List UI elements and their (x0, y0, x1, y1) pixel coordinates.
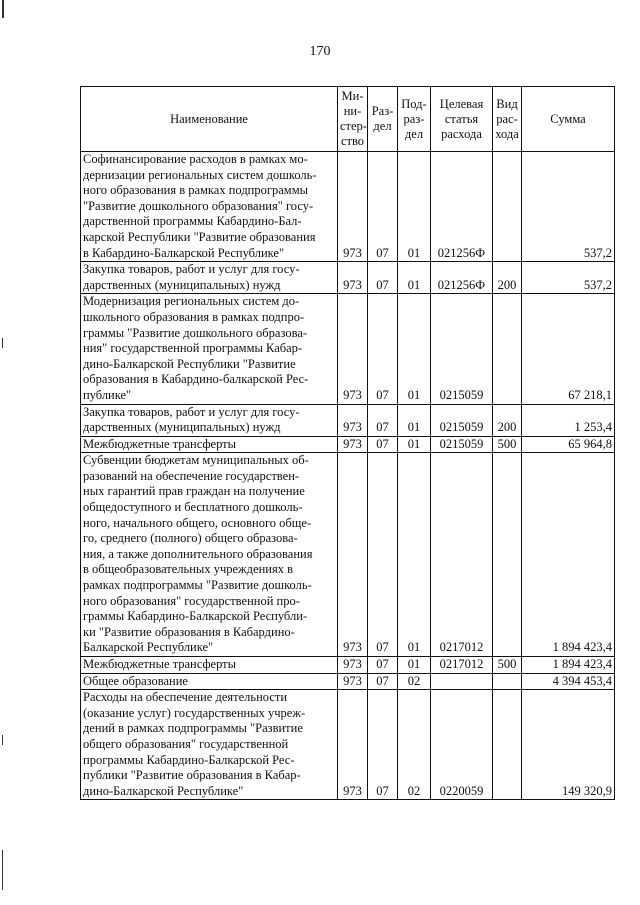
row-ministry: 973 (338, 657, 368, 674)
row-section: 07 (368, 152, 398, 262)
row-type (493, 152, 522, 262)
row-subsection: 01 (398, 404, 431, 436)
row-section: 07 (368, 262, 398, 294)
header-sum: Сумма (522, 87, 615, 152)
table-header (81, 87, 615, 152)
row-subsection: 01 (398, 294, 431, 404)
table-row (81, 436, 615, 453)
row-name: Модернизация региональных систем до- школьного образования в рамках подпро- граммы "Развитие дошкольного образова- ния" государственной программы Кабар- дино-Балкарской Республики "Развитие образования в Кабардино-балкарской Рес- публике" (81, 294, 338, 404)
row-name: Закупка товаров, работ и услуг для госу- дарственных (муниципальных) нужд (81, 404, 338, 436)
table-row (81, 453, 615, 657)
row-type: 200 (493, 262, 522, 294)
row-sum: 1 894 423,4 (522, 453, 615, 657)
row-sum: 67 218,1 (522, 294, 615, 404)
row-sum: 65 964,8 (522, 436, 615, 453)
row-ministry: 973 (338, 294, 368, 404)
row-section: 07 (368, 294, 398, 404)
table-row (81, 690, 615, 800)
table-row (81, 152, 615, 262)
row-type: 500 (493, 657, 522, 674)
header-type: Вид рас- хода (493, 87, 522, 152)
row-name: Субвенции бюджетам муниципальных об- разований на обеспечение государствен- ных гарантий прав граждан на получение общедоступного и бесплатного дошколь- ного, начального общего, основного обще- го, среднего (полного) общего образова- ния, а также дополнительного образования в общеобразовательных учреждениях в рамках подпрограммы "Развитие дошколь- ного образования" государственной про- граммы Кабардино-Балкарской Республи- ки "Развитие образования в Кабардино- Балкарской Республике" (81, 453, 338, 657)
table-row (81, 262, 615, 294)
row-ministry: 973 (338, 404, 368, 436)
row-target: 0217012 (431, 657, 493, 674)
row-sum: 149 320,9 (522, 690, 615, 800)
row-ministry: 973 (338, 453, 368, 657)
row-section: 07 (368, 436, 398, 453)
row-sum: 537,2 (522, 262, 615, 294)
row-subsection: 02 (398, 673, 431, 690)
header-section: Раз- дел (368, 87, 398, 152)
row-subsection: 01 (398, 453, 431, 657)
row-type (493, 690, 522, 800)
table-row (81, 673, 615, 690)
row-name: Общее образование (81, 673, 338, 690)
row-section: 07 (368, 690, 398, 800)
row-ministry: 973 (338, 262, 368, 294)
row-section: 07 (368, 453, 398, 657)
row-type (493, 294, 522, 404)
row-name: Межбюджетные трансферты (81, 436, 338, 453)
header-ministry: Ми- ни- стер- ство (338, 87, 368, 152)
row-target: 0217012 (431, 453, 493, 657)
row-subsection: 01 (398, 152, 431, 262)
row-subsection: 02 (398, 690, 431, 800)
row-target: 021256Ф (431, 152, 493, 262)
row-name: Софинансирование расходов в рамках мо- дернизации региональных систем дошколь- ного образования в рамках подпрограммы "Развитие дошкольного образования" госу- дарственной программы Кабардино-Бал- карской Республики "Развитие образования в Кабардино-Балкарской Республике" (81, 152, 338, 262)
margin-mark (2, 735, 3, 745)
header-target: Целевая статья расхода (431, 87, 493, 152)
row-section: 07 (368, 657, 398, 674)
row-ministry: 973 (338, 690, 368, 800)
margin-mark (2, 338, 3, 348)
row-sum: 4 394 453,4 (522, 673, 615, 690)
row-sum: 1 894 423,4 (522, 657, 615, 674)
table-row (81, 657, 615, 674)
row-ministry: 973 (338, 436, 368, 453)
margin-mark (2, 850, 3, 890)
budget-table (80, 86, 615, 800)
row-section: 07 (368, 404, 398, 436)
header-subsection: Под- раз- дел (398, 87, 431, 152)
row-type: 500 (493, 436, 522, 453)
row-name: Закупка товаров, работ и услуг для госу- дарственных (муниципальных) нужд (81, 262, 338, 294)
page-number: 170 (309, 44, 331, 59)
row-target (431, 673, 493, 690)
row-target: 0220059 (431, 690, 493, 800)
row-sum: 1 253,4 (522, 404, 615, 436)
row-type (493, 453, 522, 657)
row-ministry: 973 (338, 673, 368, 690)
row-type (493, 673, 522, 690)
table-row (81, 404, 615, 436)
row-target: 0215059 (431, 294, 493, 404)
row-type: 200 (493, 404, 522, 436)
header-name: Наименование (81, 87, 338, 152)
row-target: 0215059 (431, 436, 493, 453)
row-target: 021256Ф (431, 262, 493, 294)
margin-mark (2, 0, 4, 18)
row-target: 0215059 (431, 404, 493, 436)
row-name: Расходы на обеспечение деятельности (оказание услуг) государственных учреж- дений в рамках подпрограммы "Развитие общего образования" государственной программы Кабардино-Балкарской Рес- публики "Развитие образования в Кабар- дино-Балкарской Республике" (81, 690, 338, 800)
row-section: 07 (368, 673, 398, 690)
row-subsection: 01 (398, 436, 431, 453)
row-ministry: 973 (338, 152, 368, 262)
row-subsection: 01 (398, 262, 431, 294)
row-name: Межбюджетные трансферты (81, 657, 338, 674)
row-sum: 537,2 (522, 152, 615, 262)
row-subsection: 01 (398, 657, 431, 674)
table-row (81, 294, 615, 404)
